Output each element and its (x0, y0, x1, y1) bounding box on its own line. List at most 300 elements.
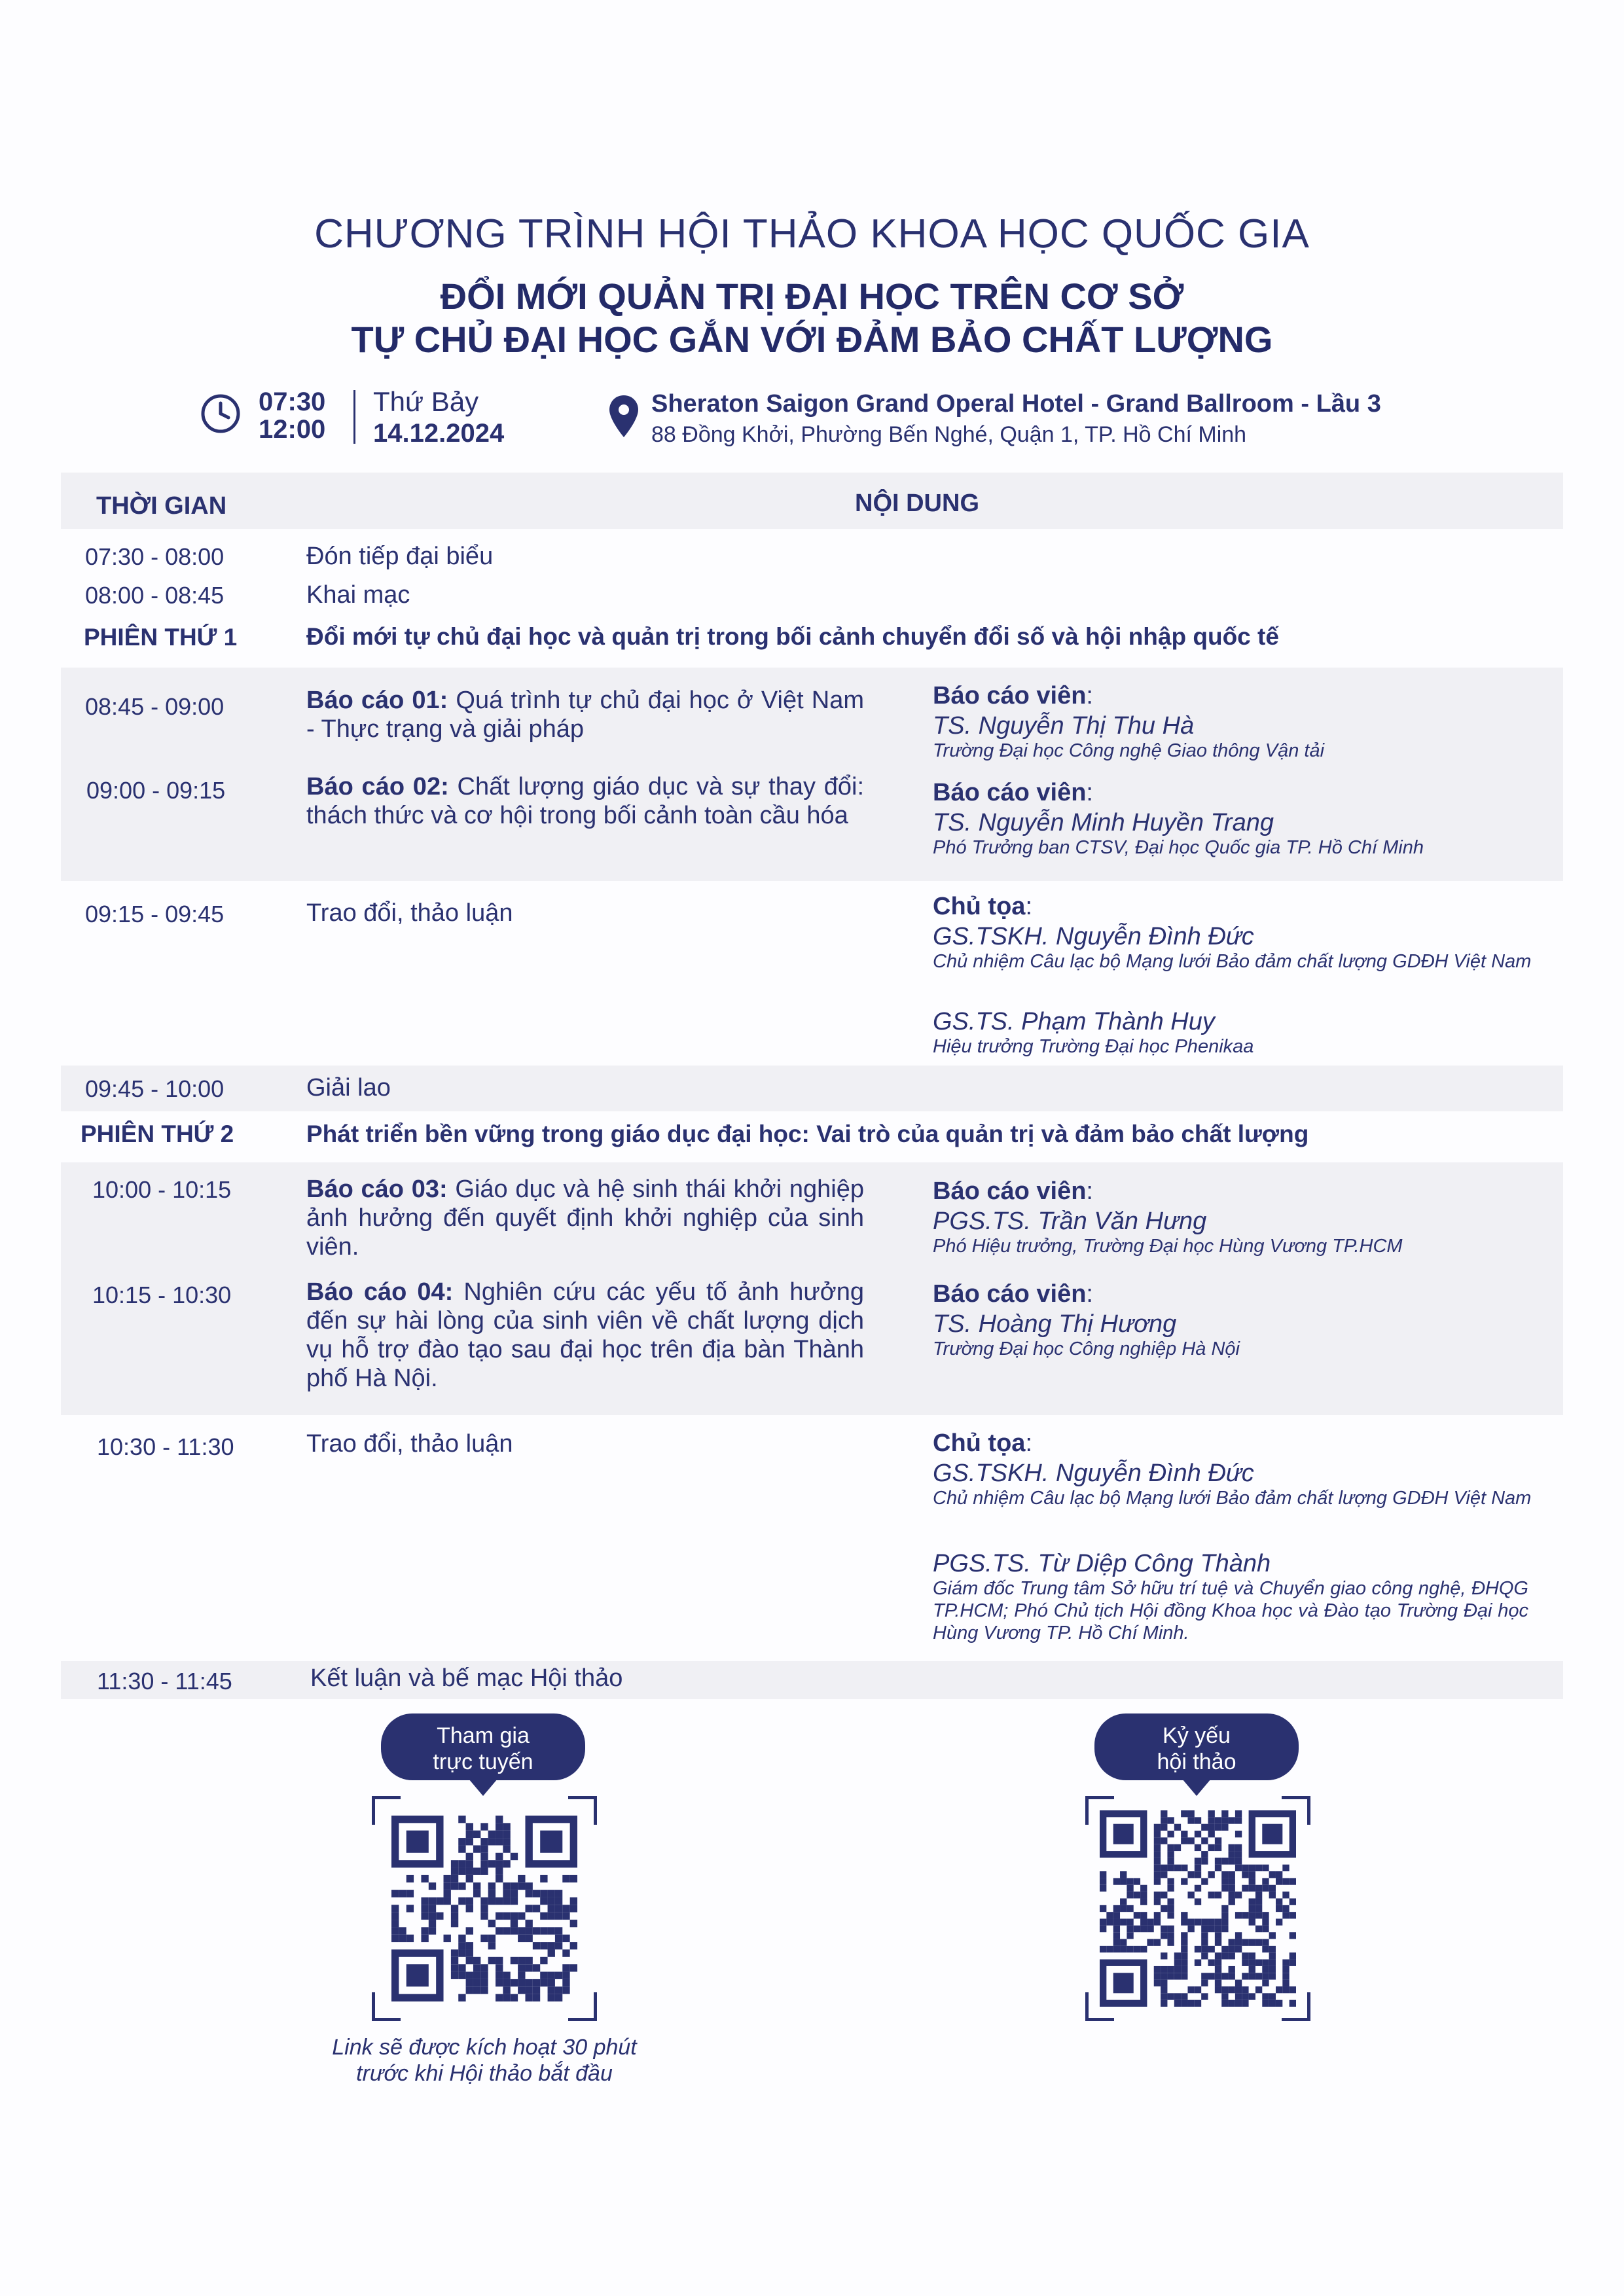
qr-module (1167, 1857, 1174, 1864)
qr-module (496, 1897, 503, 1905)
qr-module (451, 1868, 458, 1875)
qr-module (466, 1838, 473, 1845)
qr-module (1154, 1973, 1161, 1979)
session-title: Đổi mới tự chủ đại học và quản trị trong bối cảnh chuyển đổi số và hội nhập quốc tế (306, 623, 1279, 650)
qr-module (444, 1875, 451, 1882)
qr-module (1229, 1871, 1235, 1878)
qr-module (1154, 1865, 1161, 1871)
qr-module (473, 1979, 480, 1986)
qr-module (1167, 1817, 1174, 1823)
qr-module (525, 1964, 532, 1971)
qr-module (1282, 1960, 1289, 1966)
qr-module (1147, 1926, 1153, 1932)
report-tag: Báo cáo 04: (306, 1278, 454, 1306)
qr-module (1154, 1939, 1161, 1946)
qr-module (1242, 1986, 1248, 1993)
qr-module (1161, 2000, 1167, 2007)
qr-module (1201, 1993, 1208, 2000)
qr-module (1113, 1878, 1120, 1884)
qr-module (1140, 1926, 1147, 1932)
qr-module (1221, 1946, 1228, 1952)
qr-module (562, 1912, 569, 1920)
qr-module (1262, 1960, 1269, 1966)
qr-module (466, 1979, 473, 1986)
row-time: 09:15 - 09:45 (85, 901, 225, 927)
qr-module (1229, 1986, 1235, 1993)
qr-module (540, 1912, 547, 1920)
qr-module (421, 1897, 428, 1905)
qr-module (1120, 1878, 1127, 1884)
qr-module (548, 1986, 555, 1994)
qr-module (1235, 1817, 1242, 1823)
qr-module (555, 1994, 562, 2001)
qr-module (518, 1882, 525, 1890)
row-content: Trao đổi, thảo luận (306, 1430, 513, 1458)
qr-module (1174, 1993, 1181, 2000)
qr-finder (1113, 1824, 1134, 1844)
qr-module (1140, 1892, 1147, 1898)
qr-module (391, 1927, 399, 1934)
qr-module (1262, 1926, 1269, 1932)
qr-module (1201, 1980, 1208, 1986)
qr-module (1113, 1939, 1120, 1946)
qr-module (518, 1986, 525, 1994)
qr-module (540, 1927, 547, 1934)
qr-module (1181, 1966, 1187, 1973)
qr-module (540, 1897, 547, 1905)
qr-module (1249, 1993, 1255, 2000)
qr-module (421, 1927, 428, 1934)
qr-module (518, 1927, 525, 1934)
qr-module (1290, 2000, 1296, 2007)
qr-module (1120, 1919, 1127, 1926)
qr-module (473, 1957, 480, 1964)
qr-module (511, 1979, 518, 1986)
qr-module (1127, 1926, 1133, 1932)
qr-module (1290, 1960, 1296, 1966)
qr-module (533, 1905, 540, 1912)
qr-module (525, 1905, 532, 1912)
qr-module (458, 1942, 465, 1949)
qr-module (1201, 1926, 1208, 1932)
chair-name: PGS.TS. Từ Diệp Công Thành (933, 1550, 1271, 1577)
qr-module (1113, 1905, 1120, 1912)
qr-module (1134, 1946, 1140, 1952)
qr-module (1215, 1857, 1221, 1864)
qr-module (1262, 1865, 1269, 1871)
qr-module (1100, 1871, 1106, 1878)
qr-module (1100, 1885, 1106, 1892)
qr-module (1249, 1939, 1255, 1946)
qr-module (533, 1994, 540, 2001)
qr-module (1100, 1919, 1106, 1926)
qr-module (570, 1897, 577, 1905)
qr-module (518, 1972, 525, 1979)
qr-module (1167, 1926, 1174, 1932)
qr-module (555, 1927, 562, 1934)
qr-module (496, 1912, 503, 1920)
online-join-label: Tham gia trực tuyến (381, 1713, 585, 1780)
qr-module (1187, 1986, 1194, 1993)
qr-module (1215, 1973, 1221, 1979)
qr-module (1242, 1885, 1248, 1892)
qr-module (1161, 1824, 1167, 1831)
qr-module (525, 1986, 532, 1994)
qr-module (1221, 1824, 1228, 1831)
qr-module (1221, 1919, 1228, 1926)
qr-module (1229, 1857, 1235, 1864)
qr-module (466, 1927, 473, 1934)
qr-module (458, 1845, 465, 1852)
qr-module (1255, 1898, 1262, 1905)
qr-module (1249, 1960, 1255, 1966)
qr-module (429, 1882, 436, 1890)
qr-module (1127, 1932, 1133, 1939)
qr-module (1174, 1952, 1181, 1959)
qr-module (421, 1912, 428, 1920)
qr-module (1167, 1831, 1174, 1837)
program-subtitle: CHƯƠNG TRÌNH HỘI THẢO KHOA HỌC QUỐC GIA (314, 211, 1310, 257)
qr-module (1154, 1844, 1161, 1851)
qr-module (1167, 1865, 1174, 1871)
qr-module (458, 1838, 465, 1845)
qr-module (1208, 1946, 1215, 1952)
qr-module (1215, 1926, 1221, 1932)
qr-module (1181, 1810, 1187, 1817)
qr-module (1140, 1898, 1147, 1905)
qr-module (1127, 1919, 1133, 1926)
qr-module (1215, 1986, 1221, 1993)
qr-module (1201, 1932, 1208, 1939)
qr-module (1249, 1966, 1255, 1973)
qr-module (548, 1972, 555, 1979)
qr-module (1181, 1960, 1187, 1966)
qr-module (1282, 1966, 1289, 1973)
qr-module (511, 1853, 518, 1860)
proceedings-qr-code[interactable] (1100, 1810, 1296, 2007)
qr-module (1235, 1831, 1242, 1837)
qr-module (1221, 1952, 1228, 1959)
qr-module (1167, 1939, 1174, 1946)
qr-module (488, 1897, 496, 1905)
qr-module (1255, 1939, 1262, 1946)
qr-module (429, 1912, 436, 1920)
qr-module (1201, 1851, 1208, 1857)
qr-module (511, 1912, 518, 1920)
qr-module (1269, 1946, 1276, 1952)
qr-module (555, 1972, 562, 1979)
qr-module (1269, 2000, 1276, 2007)
report-description (306, 1278, 864, 1393)
qr-module (1120, 1898, 1127, 1905)
qr-module (1235, 1932, 1242, 1939)
qr-module (1181, 1939, 1187, 1946)
qr-module (1242, 1952, 1248, 1959)
qr-module (1120, 1905, 1127, 1912)
qr-module (466, 1868, 473, 1875)
qr-activation-note: Link sẽ được kích hoạt 30 phút trước khi Hội thảo bắt đầu (332, 2035, 637, 2086)
qr-module (496, 1972, 503, 1979)
qr-module (1215, 1932, 1221, 1939)
qr-module (1255, 1986, 1262, 1993)
qr-module (496, 1957, 503, 1964)
venue-name: Sheraton Saigon Grand Operal Hotel - Grand Ballroom - Lầu 3 (651, 390, 1381, 418)
qr-module (488, 1890, 496, 1897)
qr-module (1249, 1865, 1255, 1871)
qr-module (1161, 1952, 1167, 1959)
qr-module (1255, 1960, 1262, 1966)
qr-module (1262, 1878, 1269, 1884)
row-time: 09:45 - 10:00 (85, 1075, 225, 1102)
qr-module (1174, 2000, 1181, 2007)
qr-module (1181, 2000, 1187, 2007)
qr-module (399, 1935, 406, 1942)
qr-module (429, 1897, 436, 1905)
qr-module (1282, 1912, 1289, 1918)
qr-module (1195, 1986, 1201, 1993)
qr-module (525, 1957, 532, 1964)
qr-module (1161, 1980, 1167, 1986)
qr-module (436, 1897, 443, 1905)
qr-module (1229, 1946, 1235, 1952)
qr-module (1290, 1878, 1296, 1884)
qr-module (1221, 1857, 1228, 1864)
qr-module (1276, 1919, 1282, 1926)
qr-module (518, 1935, 525, 1942)
qr-module (1161, 1817, 1167, 1823)
qr-module (480, 1905, 488, 1912)
qr-module (488, 1957, 496, 1964)
qr-finder (406, 1964, 429, 1986)
qr-module (1262, 1885, 1269, 1892)
qr-module (1229, 1851, 1235, 1857)
qr-module (488, 1935, 496, 1942)
qr-module (1195, 1960, 1201, 1966)
qr-module (1255, 1865, 1262, 1871)
qr-module (1134, 1878, 1140, 1884)
qr-module (1269, 1960, 1276, 1966)
speaker-name: TS. Nguyễn Thị Thu Hà (933, 712, 1195, 740)
conference-title-line1: ĐỔI MỚI QUẢN TRỊ ĐẠI HỌC TRÊN CƠ SỞ (440, 276, 1184, 317)
qr-module (503, 1890, 510, 1897)
qr-module (518, 1875, 525, 1882)
qr-module (1113, 1932, 1120, 1939)
qr-module (1269, 1932, 1276, 1939)
qr-module (1235, 1865, 1242, 1871)
qr-module (1221, 1885, 1228, 1892)
qr-module (1255, 1892, 1262, 1898)
qr-finder (1113, 1973, 1134, 1993)
qr-module (1269, 1885, 1276, 1892)
qr-module (1229, 1892, 1235, 1898)
qr-module (1201, 1824, 1208, 1831)
qr-module (1201, 1919, 1208, 1926)
qr-module (1215, 1817, 1221, 1823)
info-divider (353, 390, 355, 444)
qr-module (548, 1949, 555, 1956)
qr-module (1208, 1831, 1215, 1837)
qr-module (1215, 1980, 1221, 1986)
qr-module (421, 1905, 428, 1912)
qr-module (503, 1912, 510, 1920)
weekday: Thứ Bảy (373, 386, 479, 417)
qr-module (429, 1905, 436, 1912)
qr-module (1249, 1919, 1255, 1926)
report-title: Giáo dục và hệ sinh thái khởi nghiệp ảnh hưởng đến quyết định khởi nghiệp của sinh viên. (306, 1175, 864, 1261)
chair-role: Chủ nhiệm Câu lạc bộ Mạng lưới Bảo đảm chất lượng GDĐH Việt Nam (933, 1488, 1532, 1509)
qr-module (1235, 1946, 1242, 1952)
qr-module (1262, 1946, 1269, 1952)
qr-module (1235, 1912, 1242, 1918)
qr-module (1229, 1844, 1235, 1851)
qr-module (540, 1957, 547, 1964)
qr-module (391, 1912, 399, 1920)
qr-module (458, 1897, 465, 1905)
qr-module (1127, 1905, 1133, 1912)
qr-module (1208, 1960, 1215, 1966)
session-label: PHIÊN THỨ 1 (84, 624, 238, 651)
qr-module (548, 1897, 555, 1905)
qr-module (1262, 1919, 1269, 1926)
qr-module (1195, 1857, 1201, 1864)
qr-module (451, 1860, 458, 1867)
qr-module (1195, 1865, 1201, 1871)
qr-module (1181, 1878, 1187, 1884)
label-tail (469, 1779, 497, 1796)
qr-module (562, 1949, 569, 1956)
qr-module (1187, 2000, 1194, 2007)
qr-module (1181, 1919, 1187, 1926)
qr-module (1181, 1831, 1187, 1837)
qr-module (480, 1845, 488, 1852)
qr-module (451, 1972, 458, 1979)
qr-module (1120, 1946, 1127, 1952)
qr-module (1195, 1885, 1201, 1892)
report-description (306, 772, 864, 830)
qr-module (511, 1927, 518, 1934)
qr-module (473, 1882, 480, 1890)
qr-module (570, 1920, 577, 1927)
qr-module (1174, 1966, 1181, 1973)
qr-module (1161, 1973, 1167, 1979)
qr-module (555, 1942, 562, 1949)
qr-module (1262, 1912, 1269, 1918)
qr-module (555, 1935, 562, 1942)
qr-module (1181, 1865, 1187, 1871)
qr-module (1215, 1824, 1221, 1831)
qr-module (496, 1853, 503, 1860)
table-header-band (61, 473, 1563, 529)
qr-module (562, 1986, 569, 1994)
qr-module (570, 1942, 577, 1949)
qr-module (525, 1994, 532, 2001)
qr-module (399, 1927, 406, 1934)
qr-module (451, 1964, 458, 1971)
qr-module (1181, 1952, 1187, 1959)
qr-finder (540, 1831, 562, 1853)
qr-module (548, 1979, 555, 1986)
qr-module (1140, 1946, 1147, 1952)
qr-module (488, 1920, 496, 1927)
qr-module (496, 1994, 503, 2001)
location-pin-icon (607, 394, 640, 440)
qr-module (458, 1816, 465, 1823)
qr-module (1208, 1892, 1215, 1898)
conference-title-line2: TỰ CHỦ ĐẠI HỌC GẮN VỚI ĐẢM BẢO CHẤT LƯỢNG (351, 319, 1273, 360)
qr-module (466, 1942, 473, 1949)
qr-module (1242, 2000, 1248, 2007)
qr-module (496, 1927, 503, 1934)
online-join-qr-code[interactable] (391, 1816, 577, 2001)
session-label: PHIÊN THỨ 2 (81, 1121, 234, 1147)
qr-module (1161, 1966, 1167, 1973)
qr-module (570, 1964, 577, 1971)
qr-module (473, 1986, 480, 1994)
report-title: Quá trình tự chủ đại học ở Việt Nam - Thực trạng và giải pháp (306, 687, 864, 743)
qr-module (466, 1875, 473, 1882)
qr-module (1154, 1878, 1161, 1884)
qr-module (1147, 1939, 1153, 1946)
qr-module (466, 1860, 473, 1867)
qr-module (1113, 1946, 1120, 1952)
qr-module (451, 1920, 458, 1927)
qr-module (451, 1949, 458, 1956)
qr-module (1235, 1892, 1242, 1898)
qr-module (496, 1860, 503, 1867)
qr-module (1221, 2000, 1228, 2007)
qr-module (1154, 1871, 1161, 1878)
qr-module (1201, 1939, 1208, 1946)
qr-module (562, 1972, 569, 1979)
break-band (61, 1066, 1563, 1111)
qr-module (496, 1979, 503, 1986)
qr-module (466, 1986, 473, 1994)
qr-module (1154, 1912, 1161, 1918)
qr-module (451, 1905, 458, 1912)
qr-module (533, 1979, 540, 1986)
chair-name: GS.TSKH. Nguyễn Đình Đức (933, 1460, 1254, 1487)
qr-module (525, 1927, 532, 1934)
qr-module (1235, 1857, 1242, 1864)
qr-module (540, 1875, 547, 1882)
qr-module (503, 1972, 510, 1979)
qr-module (1282, 1865, 1289, 1871)
qr-module (1215, 1952, 1221, 1959)
qr-module (503, 1823, 510, 1830)
qr-module (1161, 1926, 1167, 1932)
qr-module (1161, 1892, 1167, 1898)
qr-module (1161, 1986, 1167, 1993)
qr-module (1174, 1960, 1181, 1966)
qr-module (1167, 1851, 1174, 1857)
qr-module (1242, 1939, 1248, 1946)
qr-module (555, 1912, 562, 1920)
qr-module (466, 1957, 473, 1964)
qr-module (1282, 1878, 1289, 1884)
qr-module (1167, 1912, 1174, 1918)
qr-module (1201, 1946, 1208, 1952)
qr-module (1208, 1844, 1215, 1851)
qr-module (458, 1882, 465, 1890)
report-description (306, 686, 864, 744)
qr-module (518, 1957, 525, 1964)
qr-module (1269, 1973, 1276, 1979)
qr-module (1235, 2000, 1242, 2007)
qr-module (1215, 1892, 1221, 1898)
qr-module (1249, 1878, 1255, 1884)
qr-module (1154, 1919, 1161, 1926)
qr-module (391, 1890, 399, 1897)
